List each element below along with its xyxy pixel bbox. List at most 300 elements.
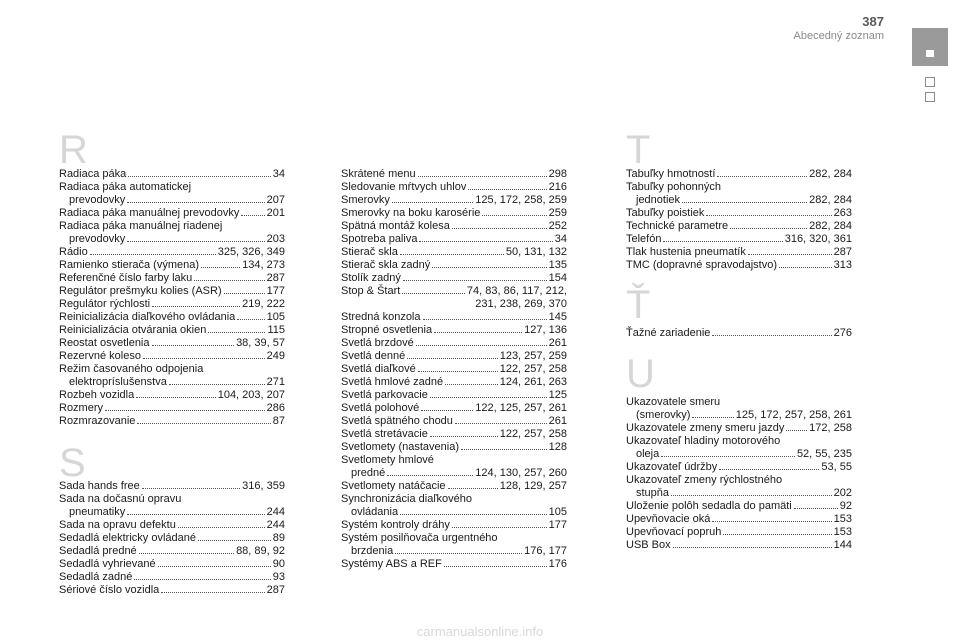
entry-term: Smerovky na boku karosérie (341, 207, 481, 219)
entry-term: elektropríslušenstva (69, 376, 167, 388)
entry-pages: 122, 125, 257, 261 (475, 402, 567, 414)
index-entry[interactable] (59, 272, 285, 285)
index-entry[interactable] (626, 435, 852, 461)
entry-term: Ukazovateľ hladiny motorového (626, 435, 781, 447)
leader-dots (723, 533, 831, 535)
leader-dots (400, 253, 504, 255)
leader-dots (786, 429, 807, 431)
index-entry[interactable] (626, 474, 852, 500)
entry-pages: 316, 359 (242, 480, 285, 492)
leader-dots (779, 266, 832, 268)
index-entry[interactable] (341, 324, 567, 337)
index-entry[interactable] (341, 285, 567, 311)
leader-dots (445, 383, 498, 385)
index-entry[interactable] (626, 461, 852, 474)
leader-dots (158, 565, 271, 567)
entry-term: Svetlá brzdové (341, 337, 414, 349)
entry-term: brzdenia (351, 545, 394, 557)
index-entry[interactable] (341, 415, 567, 428)
index-entry[interactable] (341, 337, 567, 350)
leader-dots (455, 422, 547, 424)
index-entry[interactable] (341, 428, 567, 441)
entry-pages: 216 (548, 181, 567, 193)
entry-pages: 123, 257, 259 (499, 350, 567, 362)
entry-pages: 74, 83, 86, 117, 212, (466, 285, 567, 297)
entry-term: Stop & Štart (341, 285, 401, 297)
entry-pages: 172, 258 (809, 422, 852, 434)
entry-term: Telefón (626, 233, 662, 245)
entry-pages: 50, 131, 132 (505, 246, 567, 258)
entry-pages: 34 (554, 233, 567, 245)
entry-pages: 90 (272, 558, 285, 570)
entry-term: Svetlá hmlové zadné (341, 376, 444, 388)
leader-dots (432, 266, 546, 268)
index-entry[interactable] (626, 233, 852, 246)
section-letter: U (626, 352, 655, 396)
section-letter: T (626, 128, 651, 172)
entry-term: Stropné osvetlenia (341, 324, 433, 336)
entry-term: oleja (636, 448, 660, 460)
leader-dots (169, 383, 265, 385)
leader-dots (241, 214, 264, 216)
entry-term: Smerovky (341, 194, 390, 206)
entry-pages: 144 (833, 539, 852, 551)
page-title: Abecedný zoznam (793, 30, 884, 42)
entry-pages: 34 (272, 168, 285, 180)
leader-dots (423, 318, 547, 320)
leader-dots (444, 565, 547, 567)
index-entry[interactable] (59, 298, 285, 311)
index-entry[interactable] (626, 422, 852, 435)
leader-dots (142, 487, 240, 489)
entry-term: Stierač skla (341, 246, 398, 258)
entry-term: Referenčné číslo farby laku (59, 272, 193, 284)
entry-term: Svetlomety natáčacie (341, 480, 446, 492)
page-number: 387 (862, 14, 884, 29)
entry-pages: 201 (266, 207, 285, 219)
entry-term: Radiaca páka manuálnej riadenej (59, 220, 223, 232)
leader-dots (421, 409, 473, 411)
entry-pages: 134, 273 (242, 259, 285, 271)
index-entry[interactable] (626, 207, 852, 220)
index-entry[interactable] (59, 311, 285, 324)
leader-dots (137, 422, 270, 424)
index-entry[interactable] (59, 558, 285, 571)
watermark: carmanualsonline.info (416, 624, 544, 639)
entry-pages: 249 (266, 350, 285, 362)
entry-pages: 271 (266, 376, 285, 388)
entry-pages: 105 (266, 311, 285, 323)
entry-pages: 287 (833, 246, 852, 258)
leader-dots (139, 552, 234, 554)
index-entry[interactable] (59, 181, 285, 207)
index-entry[interactable] (341, 558, 567, 571)
leader-dots (402, 292, 465, 294)
entry-term: Systém posilňovača urgentného (341, 532, 498, 544)
entry-pages: 145 (548, 311, 567, 323)
section-letter: R (59, 128, 88, 172)
leader-dots (673, 546, 832, 548)
index-entry[interactable] (59, 285, 285, 298)
entry-pages: 252 (548, 220, 567, 232)
index-entry[interactable] (341, 350, 567, 363)
entry-pages: 127, 136 (524, 324, 567, 336)
entry-pages: 89 (272, 532, 285, 544)
entry-pages: 105 (548, 506, 567, 518)
leader-dots (387, 474, 473, 476)
entry-pages: 325, 326, 349 (217, 246, 285, 258)
index-entry[interactable] (341, 389, 567, 402)
entry-term: Spätná montáž kolesa (341, 220, 450, 232)
index-entry[interactable] (59, 350, 285, 363)
entry-pages: 282, 284 (809, 220, 852, 232)
entry-term: Stierač skla zadný (341, 259, 431, 271)
leader-dots (418, 370, 498, 372)
entry-term: Spotreba paliva (341, 233, 418, 245)
index-entry[interactable] (626, 526, 852, 539)
leader-dots (127, 240, 264, 242)
entry-term: Sedadlá elektricky ovládané (59, 532, 196, 544)
leader-dots (692, 416, 733, 418)
leader-dots (152, 305, 240, 307)
index-entry[interactable] (59, 363, 285, 389)
index-entry[interactable] (59, 545, 285, 558)
entry-pages: 282, 284 (809, 168, 852, 180)
index-entry[interactable] (341, 532, 567, 558)
index-entry[interactable] (59, 402, 285, 415)
entry-pages: 128 (548, 441, 567, 453)
entry-term: Svetlá polohové (341, 402, 420, 414)
index-entry[interactable] (626, 259, 852, 272)
entry-term: Stolík zadný (341, 272, 401, 284)
index-entry[interactable] (341, 454, 567, 480)
entry-pages: 282, 284 (809, 194, 852, 206)
entry-pages: 244 (266, 519, 285, 531)
entry-pages: 122, 257, 258 (499, 428, 567, 440)
index-entry[interactable] (59, 493, 285, 519)
entry-term: Svetlá stretávacie (341, 428, 428, 440)
entry-term: Systémy ABS a REF (341, 558, 442, 570)
leader-dots (482, 214, 546, 216)
leader-dots (105, 409, 265, 411)
leader-dots (201, 266, 240, 268)
chapter-tab[interactable] (925, 77, 935, 87)
leader-dots (468, 188, 546, 190)
leader-dots (127, 201, 264, 203)
index-entry[interactable] (59, 220, 285, 246)
leader-dots (663, 240, 782, 242)
entry-term: Rádio (59, 246, 88, 258)
entry-term: Sedadlá predné (59, 545, 137, 557)
section-letter: S (59, 441, 86, 485)
index-entry[interactable] (341, 181, 567, 194)
entry-pages: 52, 55, 235 (796, 448, 852, 460)
entry-pages: 207 (266, 194, 285, 206)
entry-term: Svetlomety hmlové (341, 454, 434, 466)
entry-term: Svetlá diaľkové (341, 363, 416, 375)
entry-pages: 298 (548, 168, 567, 180)
entry-term: Systém kontroly dráhy (341, 519, 450, 531)
leader-dots (452, 227, 547, 229)
leader-dots (134, 578, 270, 580)
entry-pages: 261 (548, 415, 567, 427)
chapter-tab-active[interactable] (912, 28, 948, 66)
index-entry[interactable] (59, 415, 285, 428)
entry-term: Ramienko stierača (výmena) (59, 259, 199, 271)
entry-term: Uloženie polôh sedadla do pamäti (626, 500, 792, 512)
index-entry[interactable] (341, 246, 567, 259)
index-entry[interactable] (341, 402, 567, 415)
entry-pages: 231, 238, 269, 370 (475, 298, 567, 310)
index-entry[interactable] (59, 389, 285, 402)
entry-pages: 287 (266, 584, 285, 596)
leader-dots (419, 240, 552, 242)
entry-pages: 124, 130, 257, 260 (475, 467, 567, 479)
leader-dots (416, 344, 547, 346)
entry-term: Reostat osvetlenia (59, 337, 150, 349)
entry-pages: 125, 172, 257, 258, 261 (735, 409, 852, 421)
leader-dots (194, 279, 264, 281)
index-entry[interactable] (59, 324, 285, 337)
entry-term: Tabuľky hmotností (626, 168, 716, 180)
entry-term: Sedadlá zadné (59, 571, 133, 583)
entry-pages: 261 (548, 337, 567, 349)
index-entry[interactable] (626, 181, 852, 207)
leader-dots (712, 520, 831, 522)
leader-dots (198, 539, 271, 541)
leader-dots (128, 175, 270, 177)
index-entry[interactable] (59, 337, 285, 350)
entry-pages: 104, 203, 207 (217, 389, 285, 401)
tab-marker-icon (926, 50, 934, 57)
leader-dots (143, 357, 265, 359)
leader-dots (430, 435, 498, 437)
leader-dots (161, 591, 264, 593)
leader-dots (178, 526, 265, 528)
entry-term: Režim časovaného odpojenia (59, 363, 204, 375)
entry-term: Ukazovateľ zmeny rýchlostného (626, 474, 783, 486)
index-entry[interactable] (626, 513, 852, 526)
leader-dots (400, 513, 547, 515)
entry-term: Regulátor prešmyku kolies (ASR) (59, 285, 222, 297)
leader-dots (682, 201, 807, 203)
leader-dots (224, 292, 265, 294)
index-entry[interactable] (626, 539, 852, 552)
entry-term: Svetlomety (nastavenia) (341, 441, 459, 453)
index-entry[interactable] (341, 311, 567, 324)
entry-term: Ukazovatele smeru (626, 396, 721, 408)
entry-pages: 53, 55 (821, 461, 852, 473)
index-entry[interactable] (59, 259, 285, 272)
index-entry[interactable] (626, 396, 852, 422)
index-entry[interactable] (341, 207, 567, 220)
index-entry[interactable] (59, 480, 285, 493)
index-entry[interactable] (626, 327, 852, 340)
leader-dots (208, 331, 265, 333)
entry-pages: 125, 172, 258, 259 (475, 194, 567, 206)
leader-dots (794, 507, 838, 509)
entry-term: Sada na dočasnú opravu (59, 493, 182, 505)
leader-dots (661, 455, 795, 457)
entry-pages: 203 (266, 233, 285, 245)
entry-term: Skrátené menu (341, 168, 416, 180)
entry-term: Ťažné zariadenie (626, 327, 711, 339)
index-entry[interactable] (341, 493, 567, 519)
entry-pages: 115 (267, 324, 285, 336)
index-entry[interactable] (59, 246, 285, 259)
leader-dots (748, 253, 832, 255)
entry-term: Reinicializácia diaľkového ovládania (59, 311, 236, 323)
index-entry[interactable] (341, 194, 567, 207)
index-entry[interactable] (341, 376, 567, 389)
entry-term: Upevňovací popruh (626, 526, 722, 538)
index-entry[interactable] (341, 220, 567, 233)
leader-dots (407, 357, 497, 359)
chapter-tab[interactable] (925, 92, 935, 102)
leader-dots (136, 396, 215, 398)
entry-term: prevodovky (69, 233, 126, 245)
leader-dots (127, 513, 264, 515)
index-entry[interactable] (59, 519, 285, 532)
entry-term: ovládania (351, 506, 399, 518)
entry-term: Sedadlá vyhrievané (59, 558, 156, 570)
entry-term: TMC (dopravné spravodajstvo) (626, 259, 778, 271)
entry-pages: 124, 261, 263 (499, 376, 567, 388)
leader-dots (430, 396, 547, 398)
entry-term: Svetlá parkovacie (341, 389, 428, 401)
index-entry[interactable] (341, 168, 567, 181)
entry-pages: 135 (548, 259, 567, 271)
leader-dots (395, 552, 522, 554)
leader-dots (434, 331, 522, 333)
entry-term: Stredná konzola (341, 311, 421, 323)
entry-pages: 286 (266, 402, 285, 414)
entry-term: Tabuľky poistiek (626, 207, 705, 219)
leader-dots (90, 253, 216, 255)
entry-pages: 219, 222 (242, 298, 285, 310)
entry-pages: 202 (833, 487, 852, 499)
entry-term: Rozbeh vozidla (59, 389, 135, 401)
entry-term: (smerovky) (636, 409, 691, 421)
entry-pages: 88, 89, 92 (236, 545, 285, 557)
leader-dots (730, 227, 807, 229)
entry-term: Sledovanie mŕtvych uhlov (341, 181, 467, 193)
entry-term: Radiaca páka automatickej (59, 181, 192, 193)
entry-term: Rezervné koleso (59, 350, 141, 362)
section-letter: Ť (626, 283, 651, 327)
entry-pages: 276 (833, 327, 852, 339)
entry-term: Radiaca páka (59, 168, 127, 180)
index-entry[interactable] (59, 571, 285, 584)
entry-term: Svetlá denné (341, 350, 406, 362)
leader-dots (403, 279, 547, 281)
index-entry[interactable] (59, 207, 285, 220)
entry-term: Sada na opravu defektu (59, 519, 176, 531)
entry-pages: 244 (266, 506, 285, 518)
entry-term: Rozmrazovanie (59, 415, 136, 427)
entry-pages: 92 (839, 500, 852, 512)
entry-pages: 313 (833, 259, 852, 271)
index-entry[interactable] (626, 246, 852, 259)
entry-pages: 87 (272, 415, 285, 427)
entry-term: Sada hands free (59, 480, 140, 492)
entry-term: jednotiek (636, 194, 681, 206)
entry-term: Tlak hustenia pneumatík (626, 246, 746, 258)
entry-pages: 154 (548, 272, 567, 284)
entry-term: USB Box (626, 539, 671, 551)
entry-pages: 153 (833, 513, 852, 525)
entry-term: Sériové číslo vozidla (59, 584, 160, 596)
leader-dots (418, 175, 547, 177)
leader-dots (461, 448, 547, 450)
entry-pages: 153 (833, 526, 852, 538)
entry-pages: 176 (548, 558, 567, 570)
index-entry[interactable] (59, 532, 285, 545)
entry-pages: 177 (548, 519, 567, 531)
leader-dots (671, 494, 832, 496)
entry-term: pneumatiky (69, 506, 126, 518)
entry-pages: 176, 177 (524, 545, 567, 557)
entry-term: Regulátor rýchlosti (59, 298, 151, 310)
index-entry[interactable] (626, 220, 852, 233)
entry-pages: 259 (548, 207, 567, 219)
entry-term: Synchronizácia diaľkového (341, 493, 473, 505)
leader-dots (706, 214, 831, 216)
leader-dots (717, 175, 807, 177)
index-entry[interactable] (341, 441, 567, 454)
index-entry[interactable] (341, 480, 567, 493)
leader-dots (452, 526, 547, 528)
entry-pages: 93 (272, 571, 285, 583)
entry-pages: 38, 39, 57 (236, 337, 285, 349)
entry-term: Ukazovatele zmeny smeru jazdy (626, 422, 785, 434)
entry-term: Tabuľky pohonných (626, 181, 721, 193)
index-entry[interactable] (341, 363, 567, 376)
entry-term: Rozmery (59, 402, 104, 414)
entry-term: Technické parametre (626, 220, 729, 232)
entry-pages: 316, 320, 361 (784, 233, 852, 245)
entry-pages: 263 (833, 207, 852, 219)
entry-term: Svetlá spätného chodu (341, 415, 453, 427)
entry-term: predné (351, 467, 386, 479)
entry-term: prevodovky (69, 194, 126, 206)
index-entry[interactable] (341, 272, 567, 285)
leader-dots (392, 201, 473, 203)
leader-dots (237, 318, 264, 320)
leader-dots (448, 487, 498, 489)
index-entry[interactable] (341, 519, 567, 532)
entry-pages: 287 (266, 272, 285, 284)
entry-term: Upevňovacie oká (626, 513, 711, 525)
leader-dots (712, 334, 831, 336)
leader-dots (152, 344, 235, 346)
index-entry[interactable] (341, 233, 567, 246)
entry-term: Reinicializácia otvárania okien (59, 324, 207, 336)
entry-term: stupňa (636, 487, 670, 499)
index-entry[interactable] (59, 584, 285, 597)
index-entry[interactable] (626, 500, 852, 513)
entry-pages: 177 (266, 285, 285, 297)
entry-pages: 122, 257, 258 (499, 363, 567, 375)
entry-term: Radiaca páka manuálnej prevodovky (59, 207, 240, 219)
leader-dots (719, 468, 819, 470)
index-entry[interactable] (341, 259, 567, 272)
index-entry[interactable] (626, 168, 852, 181)
index-entry[interactable] (59, 168, 285, 181)
entry-pages: 125 (548, 389, 567, 401)
entry-term: Ukazovateľ údržby (626, 461, 718, 473)
entry-pages: 128, 129, 257 (499, 480, 567, 492)
